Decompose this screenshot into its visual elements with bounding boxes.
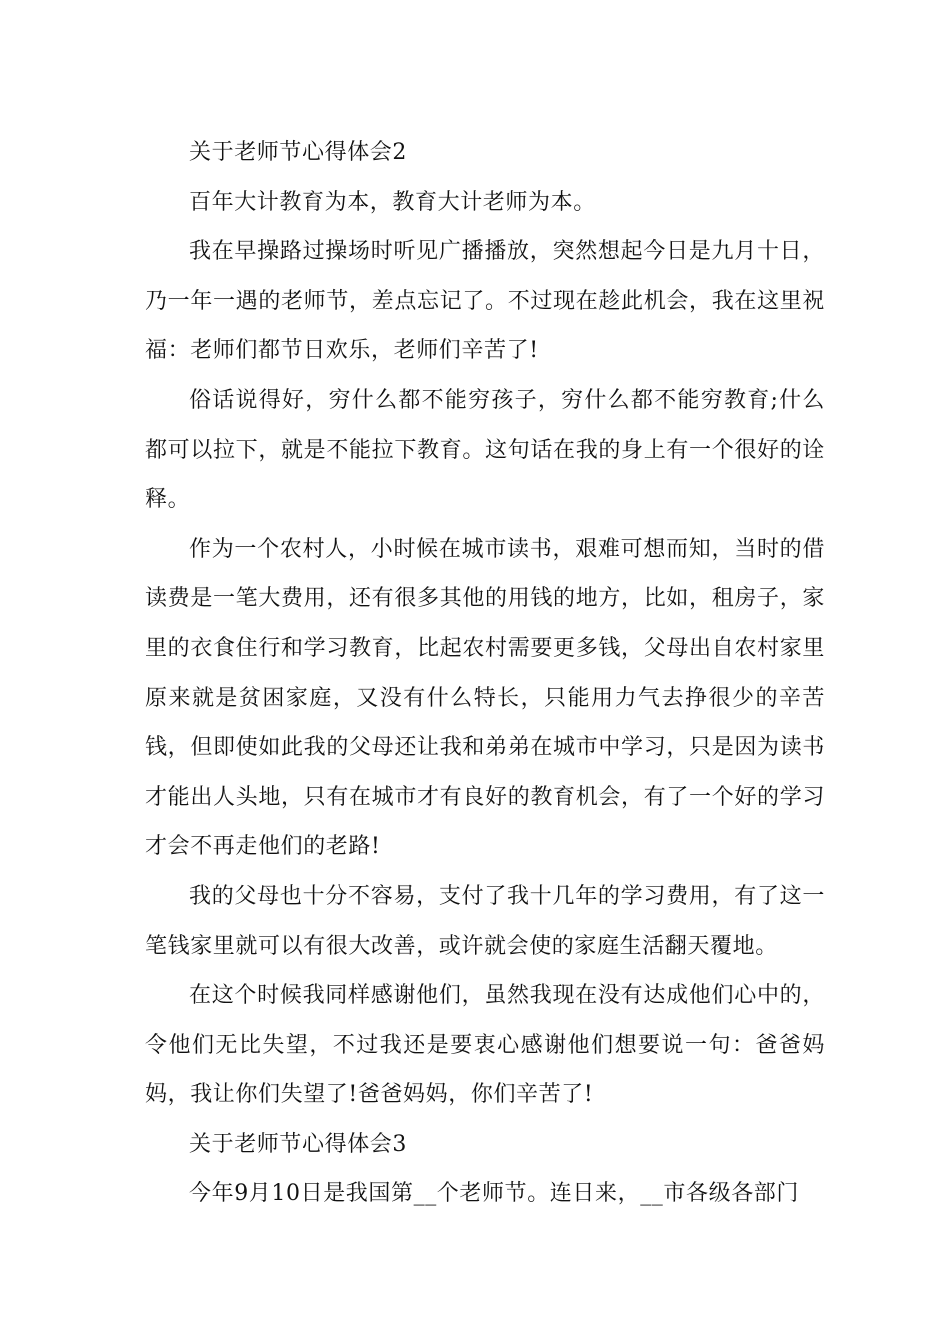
document-body xyxy=(145,128,825,1219)
paragraph: 在这个时候我同样感谢他们，虽然我现在没有达成他们心中的，令他们无比失望，不过我还是要衷心感谢他们想要说一句：爸爸妈妈，我让你们失望了!爸爸妈妈，你们辛苦了! xyxy=(145,983,825,1108)
paragraph: 作为一个农村人，小时候在城市读书，艰难可想而知，当时的借读费是一笔大费用，还有很多其他的用钱的地方，比如，租房子，家里的衣食住行和学习教育，比起农村需要更多钱，父母出自农村家里原来就是贫困家庭，又没有什么特长，只能用力气去挣很少的辛苦钱，但即使如此我的父母还让我和弟弟在城市中学习，只是因为读书才能出人头地，只有在城市才有良好的教育机会，有了一个好的学习才会不再走他们的老路! xyxy=(145,536,825,860)
section-heading-3: 关于老师节心得体会3 xyxy=(189,1131,407,1157)
paragraph: 今年9月10日是我国第__个老师节。连日来，__市各级各部门 xyxy=(189,1181,799,1207)
paragraph: 百年大计教育为本，教育大计老师为本。 xyxy=(189,189,596,215)
paragraph: 俗话说得好，穷什么都不能穷孩子，穷什么都不能穷教育;什么都可以拉下，就是不能拉下教育。这句话在我的身上有一个很好的诠释。 xyxy=(145,387,825,513)
paragraph: 我在早操路过操场时听见广播播放，突然想起今日是九月十日，乃一年一遇的老师节，差点忘记了。不过现在趁此机会，我在这里祝福：老师们都节日欢乐，老师们辛苦了! xyxy=(145,239,825,364)
paragraph: 我的父母也十分不容易，支付了我十几年的学习费用，有了这一笔钱家里就可以有很大改善，或许就会使的家庭生活翻天覆地。 xyxy=(145,883,825,959)
section-heading-2: 关于老师节心得体会2 xyxy=(189,140,407,165)
